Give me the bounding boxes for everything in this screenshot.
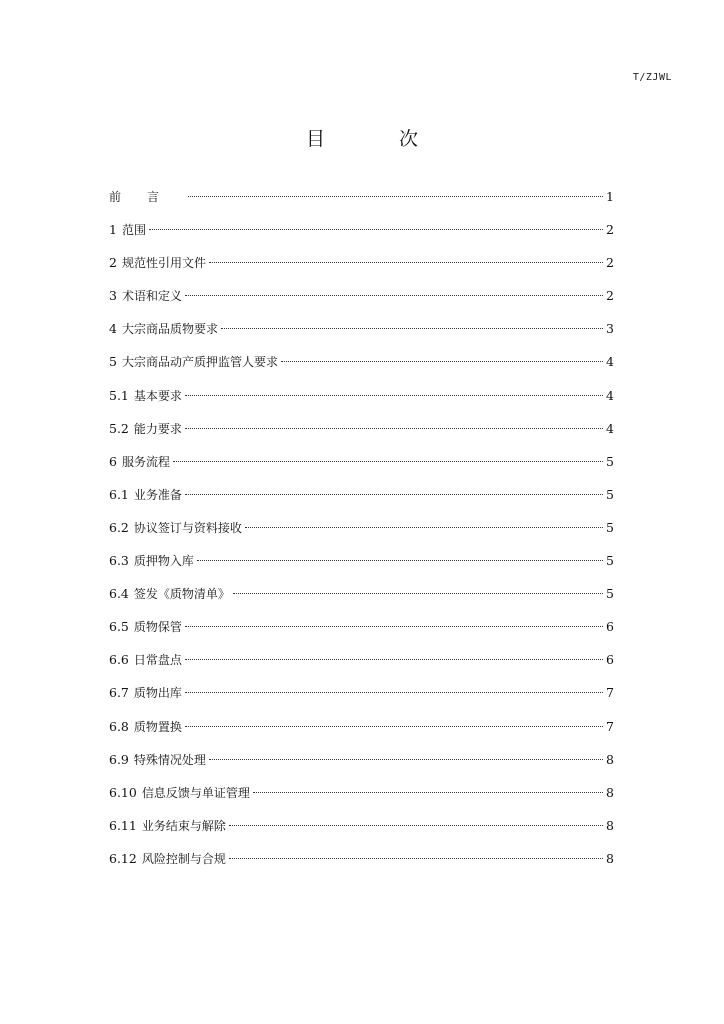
toc-entry-number: 5.1 xyxy=(109,387,129,403)
toc-entry[interactable] xyxy=(109,319,614,352)
toc-entry-number: 6 xyxy=(109,453,117,469)
toc-entry-page-number: 5 xyxy=(606,453,614,469)
toc-entry-number: 5.2 xyxy=(109,420,129,436)
toc-title: 目 次 xyxy=(305,128,453,150)
toc-entry-number: 6.9 xyxy=(109,751,129,767)
toc-entry-number: 6.5 xyxy=(109,619,129,635)
toc-dot-leader xyxy=(185,659,603,660)
toc-entry-number: 6.1 xyxy=(109,486,129,502)
toc-dot-leader xyxy=(185,692,603,693)
toc-dot-leader xyxy=(185,395,603,396)
toc-entry-label: 基本要求 xyxy=(133,388,182,403)
toc-entry-page-number: 7 xyxy=(606,685,614,701)
toc-entry-number: 6.4 xyxy=(109,586,129,602)
toc-entry[interactable] xyxy=(109,386,614,419)
toc-dot-leader xyxy=(221,328,603,329)
toc-entry-number: 6.7 xyxy=(109,685,129,701)
toc-entry-page-number: 3 xyxy=(606,321,614,337)
toc-entry-number: 1 xyxy=(109,222,117,238)
toc-entry-page-number: 4 xyxy=(606,387,614,403)
toc-entry-page-number: 4 xyxy=(606,420,614,436)
toc-entry[interactable] xyxy=(109,352,614,385)
table-of-contents xyxy=(109,187,614,882)
toc-entry-label: 业务准备 xyxy=(133,487,182,502)
toc-entry-page-number: 8 xyxy=(606,850,614,866)
toc-entry[interactable] xyxy=(109,617,614,650)
toc-dot-leader xyxy=(233,593,603,594)
toc-entry[interactable] xyxy=(109,816,614,849)
toc-entry-label: 业务结束与解除 xyxy=(141,818,226,833)
toc-entry[interactable] xyxy=(109,683,614,716)
toc-entry-label: 质物置换 xyxy=(133,719,182,734)
toc-entry-number: 4 xyxy=(109,321,117,337)
toc-entry-page-number: 8 xyxy=(606,817,614,833)
toc-entry[interactable] xyxy=(109,419,614,452)
toc-dot-leader xyxy=(245,527,603,528)
toc-entry-label: 质物保管 xyxy=(133,620,182,635)
toc-entry-label: 前言 xyxy=(109,190,186,204)
toc-entry[interactable] xyxy=(109,253,614,286)
toc-entry-number: 5 xyxy=(109,354,117,370)
toc-entry-number: 6.2 xyxy=(109,519,129,535)
toc-entry-page-number: 5 xyxy=(606,586,614,602)
toc-dot-leader xyxy=(185,726,603,727)
toc-entry[interactable] xyxy=(109,849,614,882)
toc-entry-label: 质物出库 xyxy=(133,686,182,701)
toc-dot-leader xyxy=(209,262,603,263)
toc-dot-leader xyxy=(229,825,603,826)
toc-entry[interactable] xyxy=(109,187,614,220)
toc-dot-leader xyxy=(229,858,603,859)
toc-dot-leader xyxy=(185,295,603,296)
toc-entry-number: 2 xyxy=(109,255,117,271)
toc-entry-page-number: 5 xyxy=(606,486,614,502)
toc-entry-label: 范围 xyxy=(121,223,146,238)
toc-entry-label: 风险控制与合规 xyxy=(141,851,226,866)
toc-entry[interactable] xyxy=(109,452,614,485)
toc-entry-label: 日常盘点 xyxy=(133,653,182,668)
toc-entry-number: 6.12 xyxy=(109,850,137,866)
toc-entry[interactable] xyxy=(109,485,614,518)
toc-entry-number: 3 xyxy=(109,288,117,304)
toc-dot-leader xyxy=(188,196,603,197)
toc-entry-number: 6.8 xyxy=(109,718,129,734)
toc-entry-page-number: 2 xyxy=(606,288,614,304)
toc-entry-label: 大宗商品动产质押监管人要求 xyxy=(121,355,278,370)
toc-entry-page-number: 2 xyxy=(606,255,614,271)
toc-entry-label: 签发《质物清单》 xyxy=(133,587,230,602)
toc-entry[interactable] xyxy=(109,717,614,750)
toc-entry[interactable] xyxy=(109,286,614,319)
toc-entry-number: 6.6 xyxy=(109,652,129,668)
toc-entry-label: 术语和定义 xyxy=(121,289,182,304)
toc-entry-label: 规范性引用文件 xyxy=(121,256,206,271)
toc-entry[interactable] xyxy=(109,518,614,551)
toc-entry-page-number: 8 xyxy=(606,784,614,800)
toc-entry[interactable] xyxy=(109,750,614,783)
toc-dot-leader xyxy=(253,792,603,793)
toc-entry-label: 特殊情况处理 xyxy=(133,752,206,767)
toc-entry[interactable] xyxy=(109,551,614,584)
toc-entry-page-number: 1 xyxy=(606,189,614,204)
toc-entry-label: 服务流程 xyxy=(121,454,170,469)
toc-dot-leader xyxy=(281,361,603,362)
toc-entry-page-number: 8 xyxy=(606,751,614,767)
toc-entry-page-number: 2 xyxy=(606,222,614,238)
toc-entry-page-number: 6 xyxy=(606,652,614,668)
toc-entry-label: 能力要求 xyxy=(133,421,182,436)
toc-entry-number: 6.11 xyxy=(109,817,137,833)
toc-entry[interactable] xyxy=(109,650,614,683)
toc-dot-leader xyxy=(185,428,603,429)
toc-entry-page-number: 5 xyxy=(606,519,614,535)
toc-entry-label: 信息反馈与单证管理 xyxy=(141,785,250,800)
toc-entry-number: 6.3 xyxy=(109,553,129,569)
toc-dot-leader xyxy=(149,229,603,230)
toc-entry-page-number: 5 xyxy=(606,553,614,569)
document-code: T/ZJWL xyxy=(632,72,672,83)
toc-dot-leader xyxy=(185,494,603,495)
toc-entry-page-number: 6 xyxy=(606,619,614,635)
toc-entry-page-number: 7 xyxy=(606,718,614,734)
toc-dot-leader xyxy=(197,560,603,561)
toc-entry[interactable] xyxy=(109,783,614,816)
toc-dot-leader xyxy=(209,759,603,760)
toc-entry-label: 大宗商品质物要求 xyxy=(121,322,218,337)
toc-dot-leader xyxy=(185,626,603,627)
toc-entry-label: 质押物入库 xyxy=(133,554,194,569)
toc-entry-page-number: 4 xyxy=(606,354,614,370)
toc-entry[interactable] xyxy=(109,584,614,617)
toc-dot-leader xyxy=(173,461,603,462)
toc-entry-number: 6.10 xyxy=(109,784,137,800)
toc-entry[interactable] xyxy=(109,220,614,253)
toc-entry-label: 协议签订与资料接收 xyxy=(133,520,242,535)
